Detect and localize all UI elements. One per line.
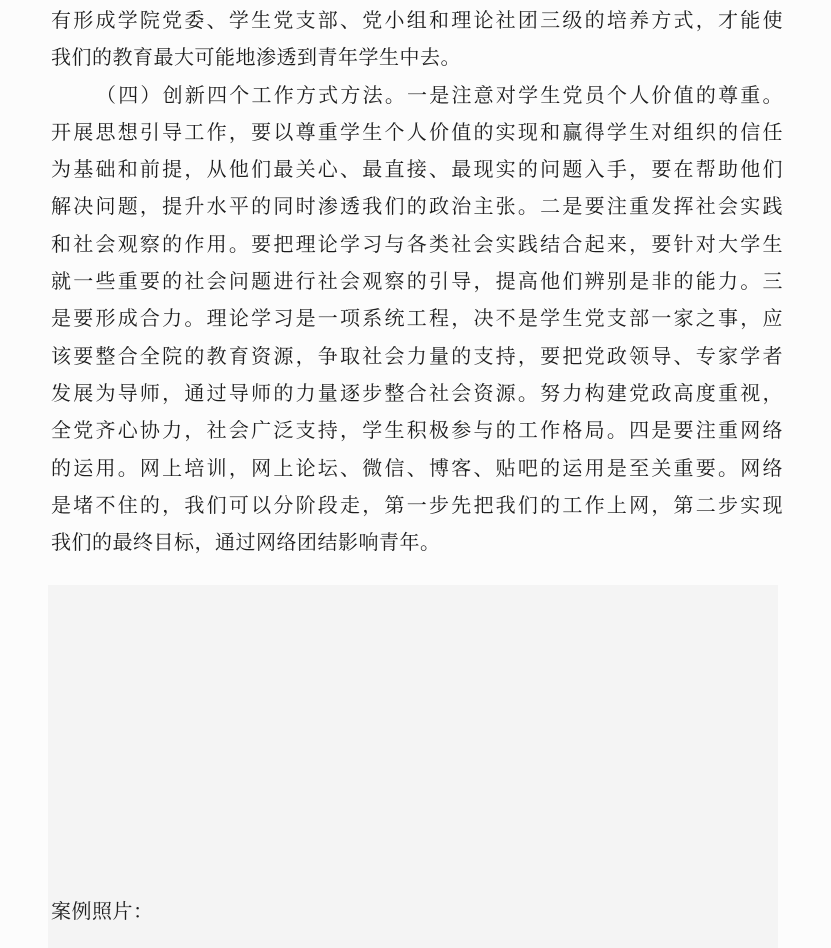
text-line: 为基础和前提，从他们最关心、最直接、最现实的问题入手，要在帮助他们 (51, 157, 783, 182)
photo-caption: 案例照片： (51, 899, 154, 923)
text-line: 是要形成合力。理论学习是一项系统工程，决不是学生党支部一家之事，应 (51, 306, 783, 331)
text-line: 解决问题，提升水平的同时渗透我们的政治主张。二是要注重发挥社会实践 (51, 194, 783, 219)
text-line: 是堵不住的，我们可以分阶段走，第一步先把我们的工作上网，第二步实现 (51, 492, 783, 517)
text-line: 我们的最终目标，通过网络团结影响青年。 (51, 530, 441, 555)
text-line: 就一些重要的社会问题进行社会观察的引导，提高他们辨别是非的能力。三 (51, 269, 783, 294)
text-line: （四）创新四个工作方式方法。一是注意对学生党员个人价值的尊重。 (96, 82, 783, 107)
body-text (51, 2, 783, 561)
text-line: 我们的教育最大可能地渗透到青年学生中去。 (51, 45, 461, 70)
text-line: 开展思想引导工作，要以尊重学生个人价值的实现和赢得学生对组织的信任 (51, 119, 783, 144)
text-line: 和社会观察的作用。要把理论学习与各类社会实践结合起来，要针对大学生 (51, 231, 783, 256)
text-line: 该要整合全院的教育资源，争取社会力量的支持，要把党政领导、专家学者 (51, 343, 783, 368)
text-line: 的运用。网上培训，网上论坛、微信、博客、贴吧的运用是至关重要。网络 (51, 455, 783, 480)
text-line: 有形成学院党委、学生党支部、党小组和理论社团三级的培养方式，才能使 (51, 8, 783, 32)
text-line: 发展为导师，通过导师的力量逐步整合社会资源。努力构建党政高度重视， (51, 380, 783, 405)
scan-shading (48, 585, 778, 948)
text-line: 全党齐心协力，社会广泛支持，学生积极参与的工作格局。四是要注重网络 (51, 418, 783, 443)
